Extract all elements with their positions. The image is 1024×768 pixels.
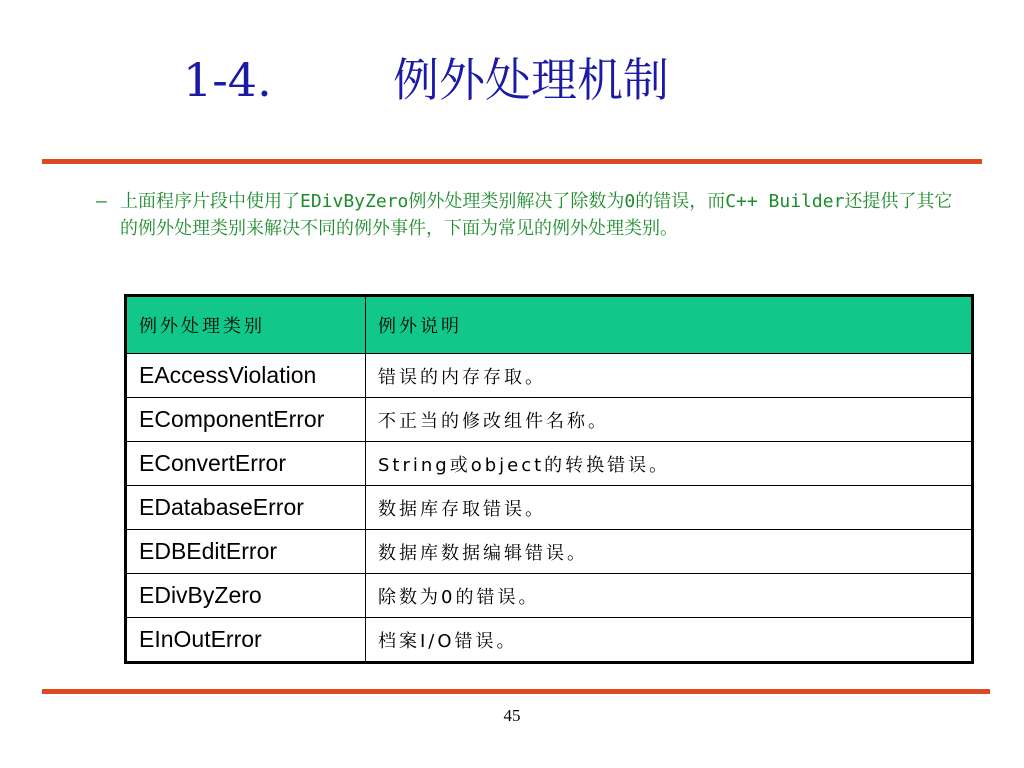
bullet-text: 上面程序片段中使用了EDivByZero例外处理类别解决了除数为0的错误，而C++ Builder还提供了其它的例外处理类别来解决不同的例外事件，下面为常见的例外处理类别。 bbox=[120, 191, 953, 239]
header-exception-class: 例外处理类别 bbox=[126, 296, 366, 354]
exception-desc-cell: 错误的内存存取。 bbox=[366, 354, 973, 398]
table-row bbox=[126, 398, 973, 442]
page-number: 45 bbox=[503, 706, 521, 725]
exception-class-table bbox=[124, 294, 974, 664]
bullet-dash: – bbox=[96, 191, 107, 212]
title-number: 1-4. bbox=[183, 53, 272, 107]
exception-desc-cell: String或object的转换错误。 bbox=[366, 442, 973, 486]
exception-desc-cell: 数据库存取错误。 bbox=[366, 486, 973, 530]
top-divider-rule bbox=[42, 159, 982, 164]
slide-title bbox=[183, 50, 669, 110]
table-row bbox=[126, 486, 973, 530]
table-row bbox=[126, 530, 973, 574]
table-row bbox=[126, 574, 973, 618]
table-row bbox=[126, 442, 973, 486]
exception-desc-cell: 数据库数据编辑错误。 bbox=[366, 530, 973, 574]
exception-name-cell: EDivByZero bbox=[126, 574, 366, 618]
exception-name-cell: EAccessViolation bbox=[126, 354, 366, 398]
table-row bbox=[126, 618, 973, 663]
exception-desc-cell: 不正当的修改组件名称。 bbox=[366, 398, 973, 442]
exception-desc-cell: 档案I/O错误。 bbox=[366, 618, 973, 663]
exception-name-cell: EComponentError bbox=[126, 398, 366, 442]
bullet-paragraph bbox=[96, 188, 966, 242]
exception-name-cell: EDBEditError bbox=[126, 530, 366, 574]
title-text: 例外处理机制 bbox=[393, 53, 669, 107]
exception-name-cell: EDatabaseError bbox=[126, 486, 366, 530]
bottom-divider-rule bbox=[42, 689, 990, 694]
table-row bbox=[126, 354, 973, 398]
exception-desc-cell: 除数为0的错误。 bbox=[366, 574, 973, 618]
header-exception-description: 例外说明 bbox=[366, 296, 973, 354]
table-header-row bbox=[126, 296, 973, 354]
exception-name-cell: EConvertError bbox=[126, 442, 366, 486]
exception-name-cell: EInOutError bbox=[126, 618, 366, 663]
